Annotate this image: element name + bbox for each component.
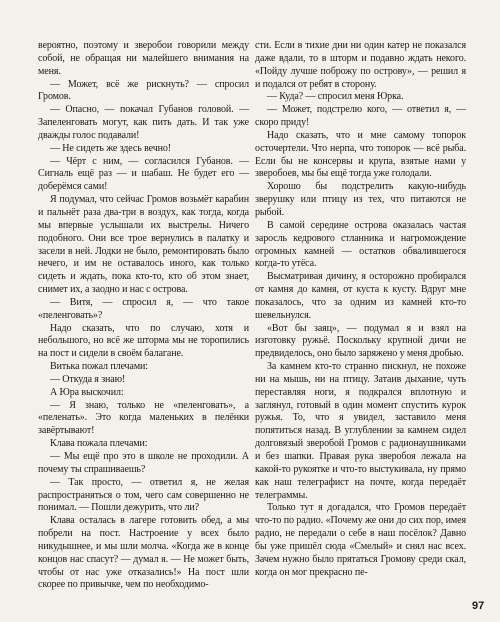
paragraph: В самой середине острова оказалась частая заросль кедрового стланника и нагромождение огромных камней — остатков обвалившегося когда-то утёса. [255, 219, 466, 270]
paragraph: «Вот бы заяц», — подумал я и взял на изготовку ружьё. Поскольку крупной дичи не предвиделось, оно было заряжено у меня дробью. [255, 322, 466, 360]
paragraph: — Откуда я знаю! [50, 373, 126, 385]
paragraph: Надо сказать, что по случаю, хотя и небольшого, но всё же шторма мы не торопились на пост и сидели в своём балагане. [38, 322, 249, 360]
paragraph: Высматривая дичину, я осторожно пробирался от камня до камня, от куста к кусту. Вдруг мне показалось, что за одним из камней кто-то шевельнулся. [255, 271, 466, 321]
paragraph: сти. Если в тихие дни ни один катер не показался даже вдали, то в шторм и подавно ждать некого. «Пойду лучше поброжу по острову», — решил я и подался от ребят в сторону. [255, 40, 466, 90]
paragraph: Витька пожал плечами: [50, 361, 148, 373]
paragraph: Хорошо бы подстрелить какую-нибудь зверушку или птицу из тех, что питаются не рыбой. [255, 181, 466, 218]
page-number: 97 [472, 600, 485, 612]
paragraph: вероятно, поэтому и зверобои говорили между собой, не обращая ни малейшего внимания на меня. [38, 40, 249, 77]
paragraph: — Может, всё же рискнуть? — спросил Громов. [38, 78, 249, 103]
paragraph: — Витя, — спросил я, — что такое «пеленговать»? [38, 296, 249, 321]
paragraph: — Не сидеть же здесь вечно! [50, 142, 172, 154]
right-text-column [255, 40, 466, 579]
paragraph: А Юра выскочил: [50, 386, 124, 398]
paragraph: Только тут я догадался, что Громов передаёт что-то по радио. «Почему же они до сих пор, имея радио, не передали о себе в наш посёлок? Давно бы уже пришёл сюда «Смелый» и снял нас всех. Зачем нужно было прятаться Громову среди скал, когда он мог прекрасно пе- [255, 502, 466, 578]
paragraph: — Опасно, — покачал Губанов головой. — Запеленговать могут, как пить дать. И так уже дважды голос подавали! [38, 104, 249, 141]
paragraph: — Может, подстрелю кого, — ответил я, — скоро приду! [255, 104, 466, 129]
paragraph: Клава осталась в лагере готовить обед, а мы побрели на пост. Настроение у всех было никудышнее, и мы шли молча. «Когда же в конце концов нас спасут? — думал я. — Не может быть, чтобы от нас уже отказались!» На пост шли скорее по привычке, чем по необходимо- [38, 515, 249, 591]
left-text-column [38, 40, 249, 592]
paragraph: Я подумал, что сейчас Громов возьмёт карабин и пальнёт раза два-три в воздух, как тогда, когда мы впервые услышали их выстрелы. Ничего подобного. Они все трое вернулись в палатку и засели в ней. Лодки не было, ремонтировать было нечего, и им не оставалось иного, как только сидеть и ждать, пока кто-то, кто об этом знает, снимет их, а заодно и нас с острова. [38, 194, 249, 296]
paragraph: — Я знаю, только не «пеленговать», а «пеленать». Это когда маленьких в пелёнки завёртывают! [38, 399, 249, 437]
paragraph: — Мы ещё про это в школе не проходили. А почему ты спрашиваешь? [38, 451, 249, 475]
paragraph: Клава пожала плечами: [50, 438, 148, 450]
paragraph: За камнем кто-то странно пискнул, не похоже ни на мышь, ни на птицу. Затаив дыхание, чуть переставляя ноги, я подкрался вплотную и заглянул, готовый в один момент спустить курок ружья. То, что я увидел, заставило меня попятиться назад. В углублении за камнем сидел долговязый зверобой Громов с радионаушниками и без шапки. Правая рука зверобоя лежала на какой-то рукоятке и что-то выстукивала, ну прямо как наш телеграфист на почте, когда передаёт телеграммы. [255, 361, 466, 501]
paragraph: Надо сказать, что и мне самому топорок осточертели. Что нерпа, что топорок — всё рыба. Если бы не консервы и крупа, взятые нами у зверобоев, мы бы ещё тогда уже голодали. [255, 129, 466, 180]
paragraph: — Чёрт с ним, — согласился Губанов. — Сигналь ещё раз — и шабаш. Не будет его — доберёмся сами! [38, 155, 249, 193]
paragraph: — Куда? — спросил меня Юрка. [267, 91, 404, 103]
paragraph: — Так просто, — ответил я, не желая распространяться о том, чего сам совершенно не понимал. — Пошли дежурить, что ли? [38, 476, 249, 514]
